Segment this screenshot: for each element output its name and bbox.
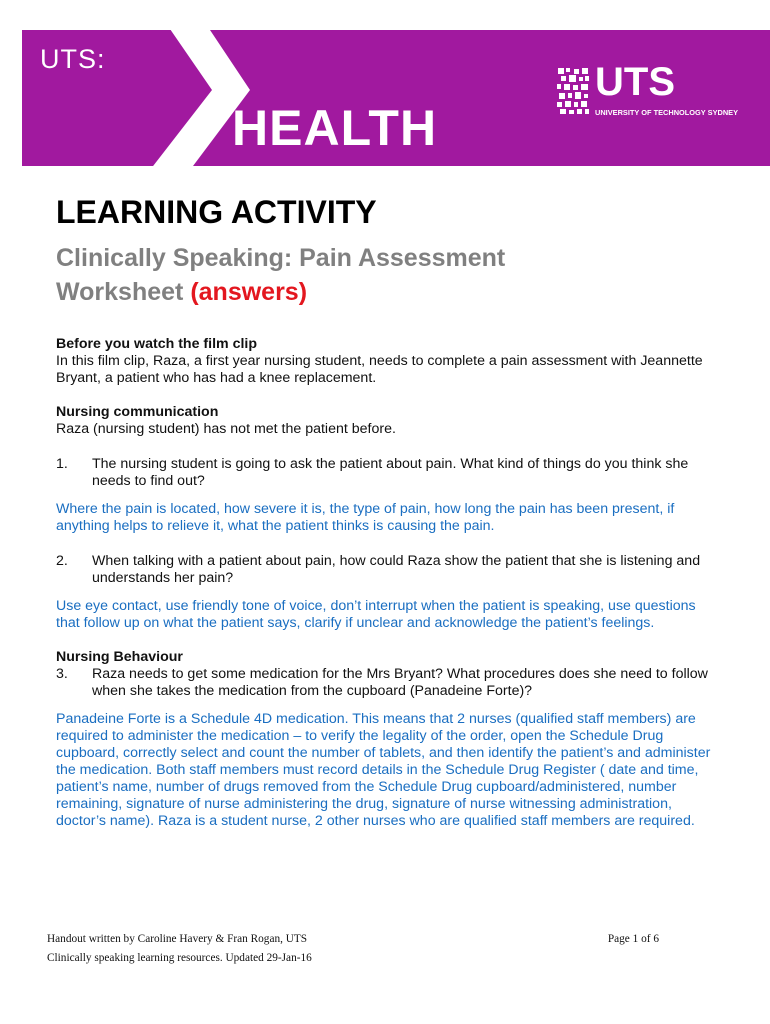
question-text: The nursing student is going to ask the patient about pain. What kind of things do you think she needs to find out? [92,456,689,489]
worksheet-subtitle [56,241,716,309]
uts-logo [556,60,739,122]
question-number: 3. [56,666,68,682]
section-communication [56,404,716,438]
question-text: When talking with a patient about pain, how could Raza show the patient that she is listening and understands her pain? [92,553,701,586]
section-heading: Nursing communication [56,404,219,420]
question-2 [56,553,716,587]
question-number: 2. [56,553,68,569]
subtitle-line-1: Clinically Speaking: Pain Assessment [56,244,506,272]
subtitle-worksheet: Worksheet [56,278,184,306]
document-body [56,193,716,830]
answers-tag: (answers) [190,278,308,306]
section-behaviour [56,649,716,666]
logo-subtitle: UNIVERSITY OF TECHNOLOGY SYDNEY [595,108,739,117]
section-text: Raza (nursing student) has not met the patient before. [56,421,396,437]
brand-left: UTS: [40,44,106,74]
logo-wordmark: UTS [595,60,675,104]
question-1 [56,456,716,490]
section-heading: Before you watch the film clip [56,336,258,352]
subtitle-line-2 [56,275,716,309]
faculty-name: HEALTH [232,100,438,156]
footer-updated: Clinically speaking learning resources. Updated 29-Jan-16 [47,952,312,964]
section-heading: Nursing Behaviour [56,649,183,665]
footer-author: Handout written by Caroline Havery & Fran Rogan, UTS [47,933,308,945]
section-text: In this film clip, Raza, a first year nursing student, needs to complete a pain assessment with Jeannette Bryant, a patient who has had a knee replacement. [56,353,703,386]
answer-3: Panadeine Forte is a Schedule 4D medication. This means that 2 nurses (qualified staff members) are required to administer the medication – to verify the legality of the order, open the Schedule Drug cupboard, correctly select and count the number of tablets, and then identify the patient’s and administer the medication. Both staff members must record details in the Schedule Drug Register ( date and time, patient’s name, number of drugs removed from the Schedule Drug cupboard/administered, number remaining, signature of nurse administering the drug, signature of nurse witnessing administration, doctor’s name). Raza is a student nurse, 2 other nurses who are qualified staff members are required. [56,711,711,829]
uts-logo-mark-icon [556,66,590,116]
answer-1: Where the pain is located, how severe it is, the type of pain, how long the pain has been present, if anything helps to relieve it, what the patient thinks is causing the pain. [56,501,675,534]
question-text: Raza needs to get some medication for the Mrs Bryant? What procedures does she need to follow when she takes the medication from the cupboard (Panadeine Forte)? [92,666,708,699]
question-number: 1. [56,456,68,472]
section-before [56,336,716,387]
header-banner [0,0,770,170]
answer-2: Use eye contact, use friendly tone of voice, don’t interrupt when the patient is speaking, use questions that follow up on what the patient says, clarify if unclear and acknowledge the patient’s feelings. [56,598,696,631]
page-title: LEARNING ACTIVITY [56,194,377,230]
page-footer [47,930,659,968]
question-3 [56,666,716,700]
page-number: Page 1 of 6 [607,933,659,945]
